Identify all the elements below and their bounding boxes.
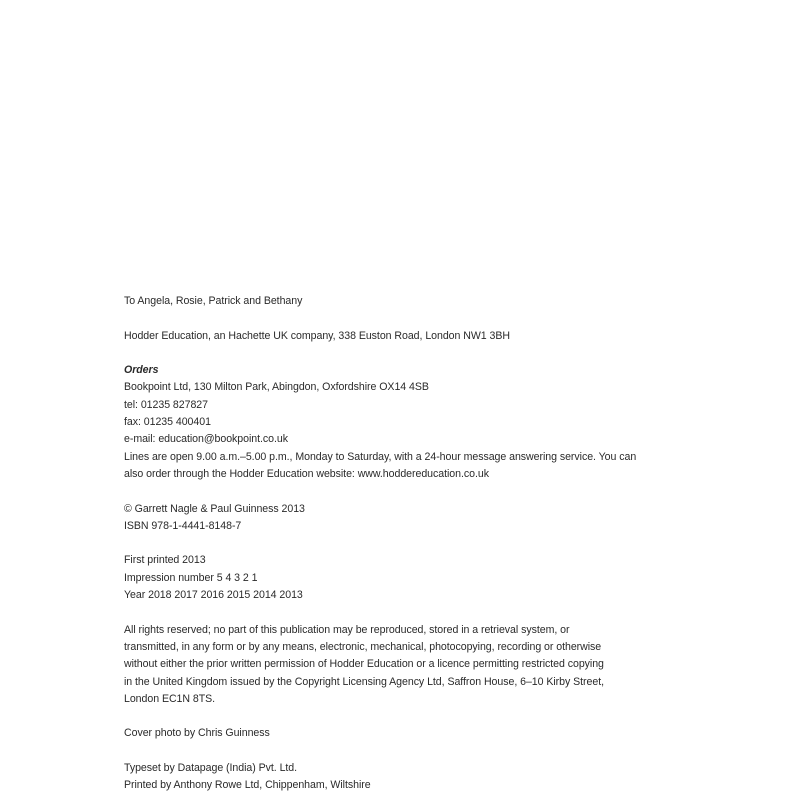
rights-line: without either the prior written permission of Hodder Education or a licence permitting restricted copying	[124, 658, 604, 671]
rights-line: transmitted, in any form or by any means, electronic, mechanical, photocopying, recording or otherwise	[124, 640, 602, 653]
rights-line: All rights reserved; no part of this publication may be reproduced, stored in a retrieval system, or	[124, 623, 570, 636]
print-years: Year 2018 2017 2016 2015 2014 2013	[124, 589, 303, 602]
dedication: To Angela, Rosie, Patrick and Bethany	[124, 295, 303, 307]
orders-fax: fax: 01235 400401	[124, 416, 211, 429]
imprint-text	[124, 293, 664, 795]
typeset-credit: Typeset by Datapage (India) Pvt. Ltd.	[124, 762, 298, 775]
rights-line: in the United Kingdom issued by the Copyright Licensing Agency Ltd, Saffron House, 6–10 Kirby Street,	[124, 675, 605, 688]
isbn: ISBN 978-1-4441-8148-7	[124, 519, 242, 532]
first-printed: First printed 2013	[124, 554, 206, 567]
orders-lines-1: Lines are open 9.00 a.m.–5.00 p.m., Monday to Saturday, with a 24-hour message answering service. You can	[124, 450, 637, 463]
rights-line: London EC1N 8TS.	[124, 692, 216, 705]
orders-address: Bookpoint Ltd, 130 Milton Park, Abingdon, Oxfordshire OX14 4SB	[124, 381, 429, 394]
orders-lines-2: also order through the Hodder Education website: www.hoddereducation.co.uk	[124, 467, 489, 480]
orders-tel: tel: 01235 827827	[124, 398, 208, 411]
orders-email: e-mail: education@bookpoint.co.uk	[124, 433, 288, 446]
publisher-address: Hodder Education, an Hachette UK company, 338 Euston Road, London NW1 3BH	[124, 329, 511, 342]
orders-heading: Orders	[124, 364, 159, 377]
printer-credit: Printed by Anthony Rowe Ltd, Chippenham, Wiltshire	[124, 779, 371, 792]
impression-number: Impression number 5 4 3 2 1	[124, 571, 258, 584]
cover-photo-credit: Cover photo by Chris Guinness	[124, 727, 270, 740]
copyright: © Garrett Nagle & Paul Guinness 2013	[124, 502, 305, 515]
